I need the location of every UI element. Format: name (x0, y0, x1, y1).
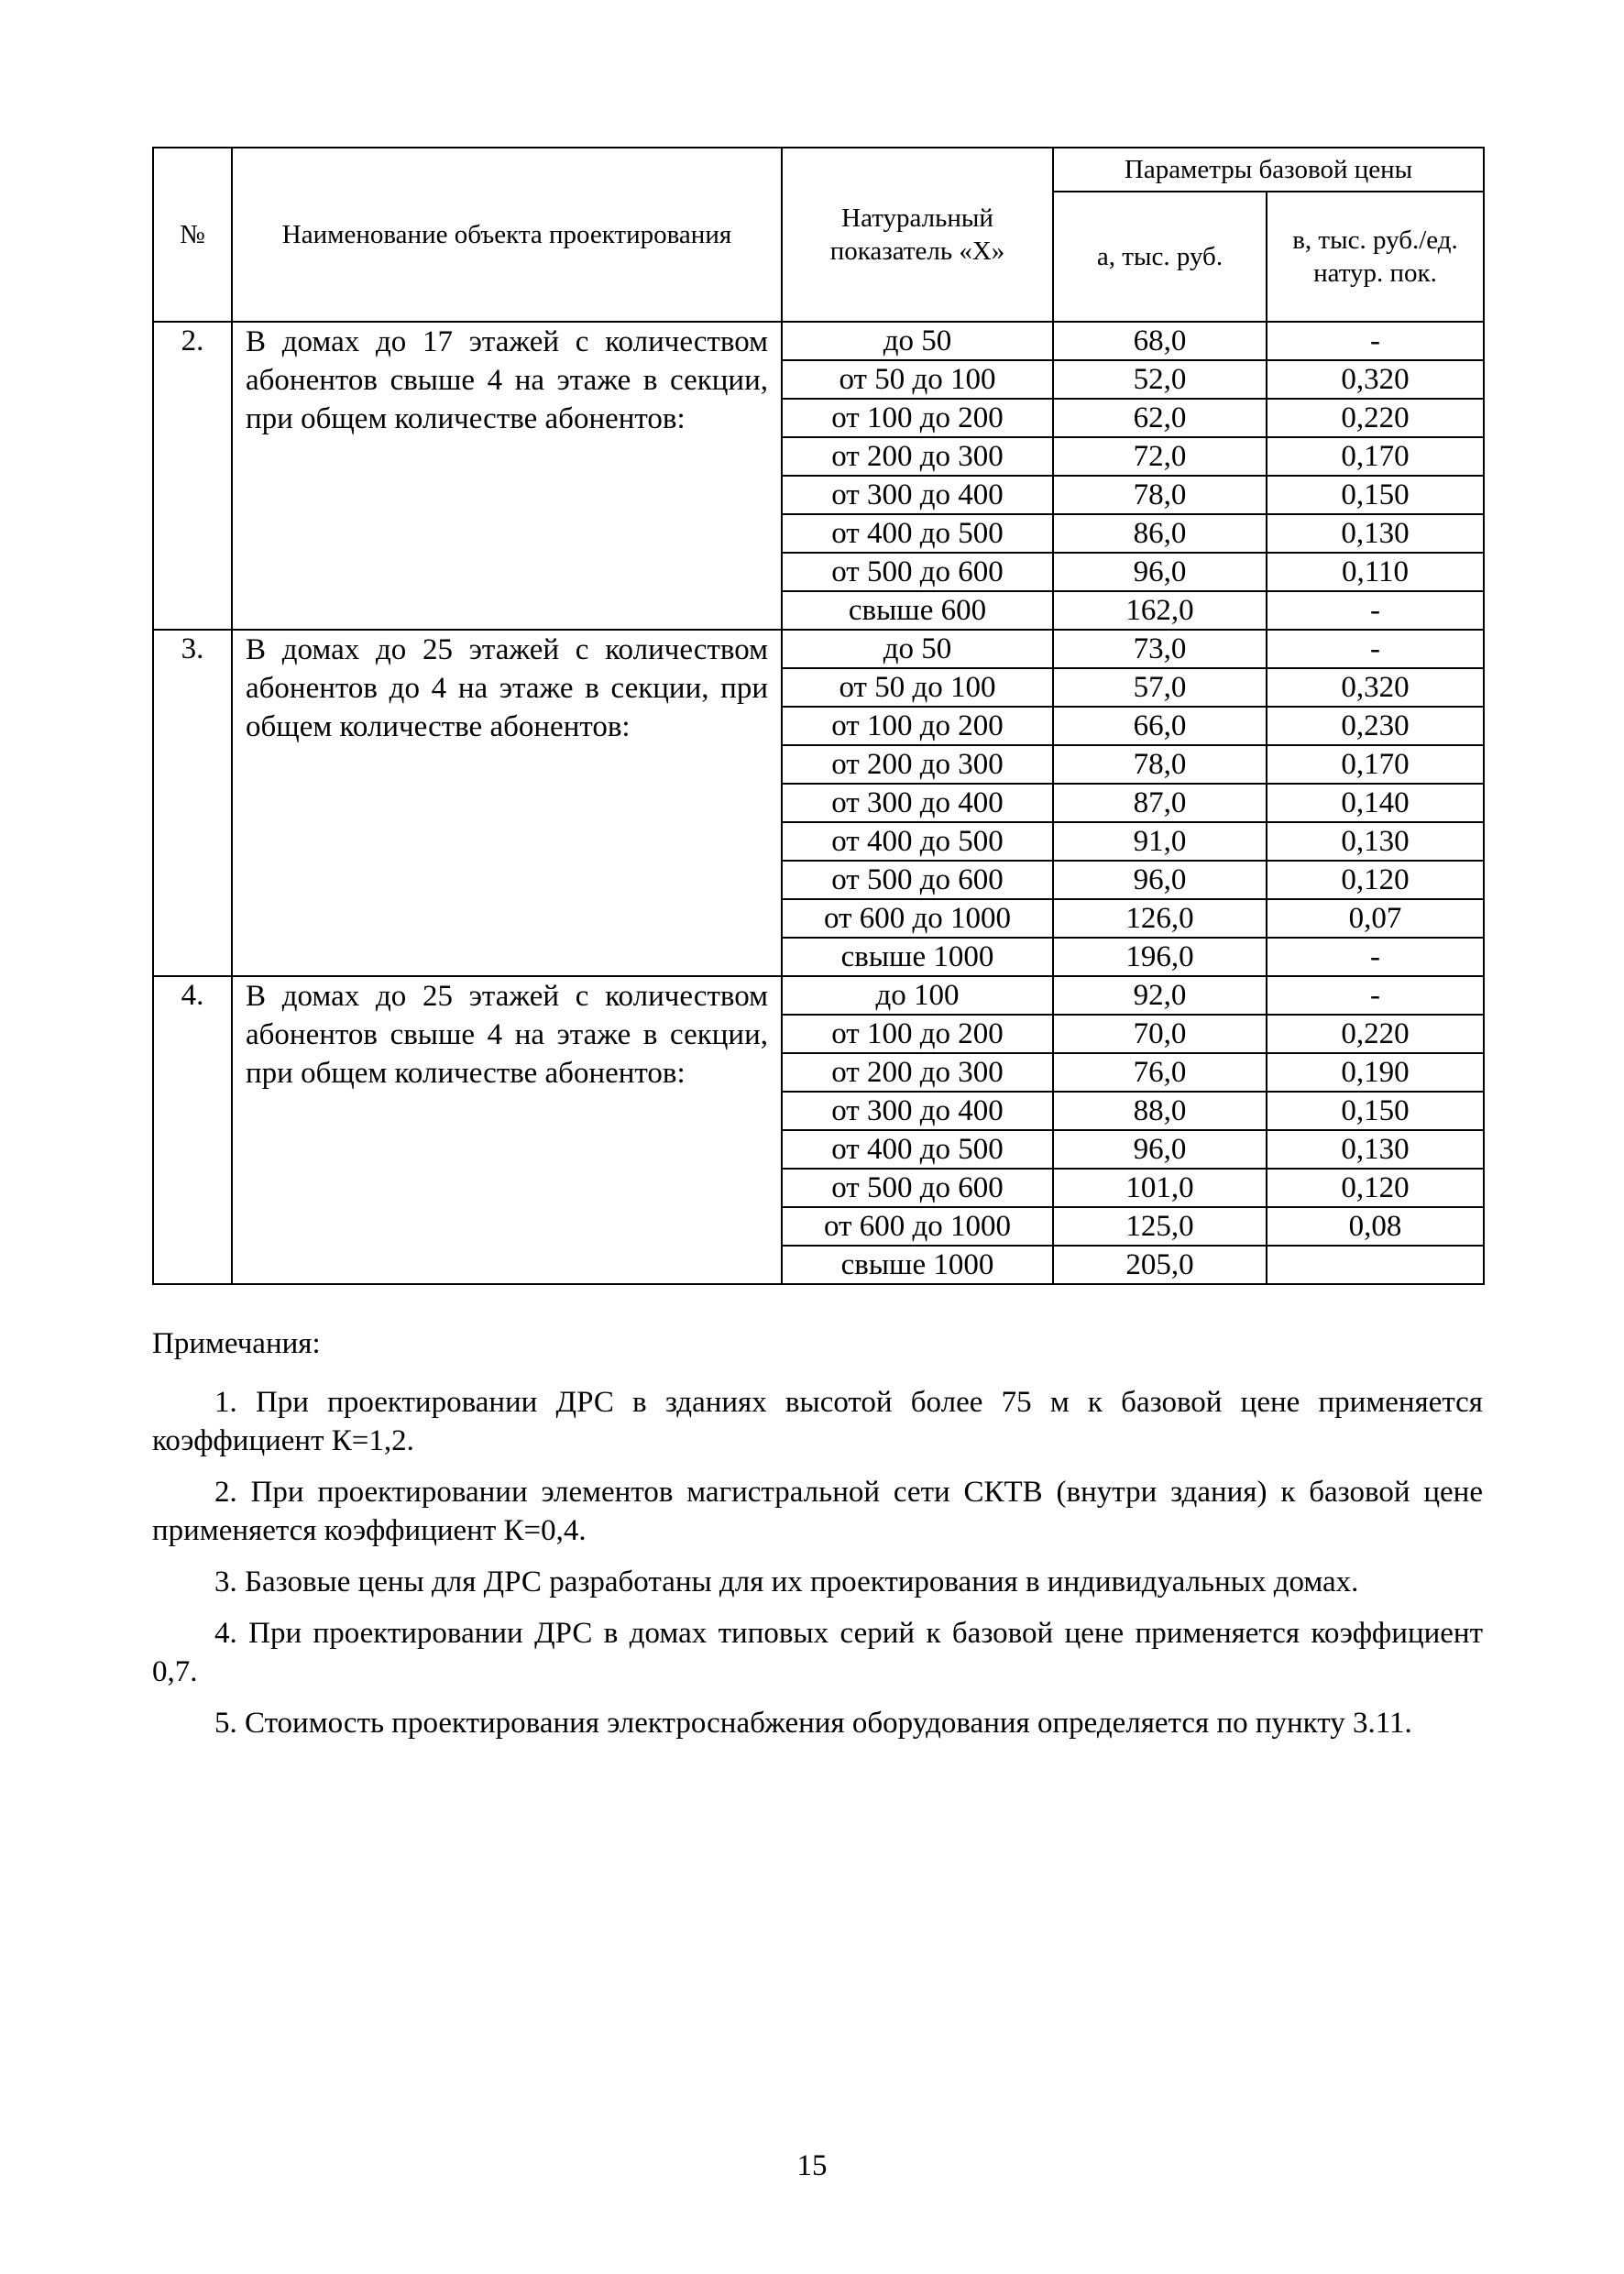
price-a-cell: 76,0 (1053, 1053, 1267, 1092)
price-b-cell: 0,130 (1267, 514, 1484, 553)
price-a-cell: 91,0 (1053, 822, 1267, 861)
header-num: № (153, 148, 232, 322)
header-b: в, тыс. руб./ед. натур. пок. (1267, 192, 1484, 322)
item-name: В домах до 25 этажей с количеством абонентов до 4 на этаже в секции, при общем количестве абонентов: (232, 630, 782, 976)
price-a-cell: 205,0 (1053, 1246, 1267, 1284)
table-row (153, 322, 1484, 360)
item-number: 3. (153, 630, 232, 976)
note-item: 2. При проектировании элементов магистральной сети СКТВ (внутри здания) к базовой цене применяется коэффициент К=0,4. (152, 1476, 1483, 1547)
indicator-cell: до 50 (782, 322, 1053, 360)
indicator-cell: от 600 до 1000 (782, 1207, 1053, 1246)
price-a-cell: 73,0 (1053, 630, 1267, 668)
price-a-cell: 72,0 (1053, 437, 1267, 476)
price-b-cell: 0,220 (1267, 1015, 1484, 1053)
price-b-cell: - (1267, 938, 1484, 976)
indicator-cell: от 300 до 400 (782, 1092, 1053, 1130)
price-b-cell: 0,120 (1267, 861, 1484, 899)
header-params: Параметры базовой цены (1053, 148, 1484, 192)
price-b-cell: 0,130 (1267, 1130, 1484, 1169)
table-row (153, 976, 1484, 1015)
price-b-cell: 0,150 (1267, 476, 1484, 514)
header-name: Наименование объекта проектирования (232, 148, 782, 322)
item-number: 4. (153, 976, 232, 1284)
price-b-cell: - (1267, 630, 1484, 668)
indicator-cell: до 50 (782, 630, 1053, 668)
price-b-cell: - (1267, 976, 1484, 1015)
price-b-cell: 0,190 (1267, 1053, 1484, 1092)
price-b-cell: 0,220 (1267, 399, 1484, 437)
price-a-cell: 92,0 (1053, 976, 1267, 1015)
price-b-cell: 0,120 (1267, 1169, 1484, 1207)
indicator-cell: от 100 до 200 (782, 399, 1053, 437)
price-b-cell: 0,230 (1267, 707, 1484, 745)
price-b-cell: 0,140 (1267, 784, 1484, 822)
indicator-cell: от 50 до 100 (782, 668, 1053, 707)
item-name: В домах до 25 этажей с количеством абонентов свыше 4 на этаже в секции, при общем количестве абонентов: (232, 976, 782, 1284)
page-number: 15 (796, 2149, 828, 2182)
note-item: 4. При проектировании ДРС в домах типовых серий к базовой цене применяется коэффициент 0,7. (152, 1617, 1483, 1688)
price-a-cell: 126,0 (1053, 899, 1267, 938)
indicator-cell: от 500 до 600 (782, 553, 1053, 591)
price-a-cell: 78,0 (1053, 745, 1267, 784)
note-item: 1. При проектировании ДРС в зданиях высотой более 75 м к базовой цене применяется коэффициент К=1,2. (152, 1386, 1483, 1457)
indicator-cell: от 200 до 300 (782, 437, 1053, 476)
notes-section (152, 1324, 1483, 1755)
price-b-cell: - (1267, 591, 1484, 630)
price-b-cell (1267, 1246, 1484, 1284)
indicator-cell: от 600 до 1000 (782, 899, 1053, 938)
table-header (153, 148, 1484, 322)
price-a-cell: 96,0 (1053, 1130, 1267, 1169)
price-b-cell: 0,08 (1267, 1207, 1484, 1246)
price-b-cell: 0,110 (1267, 553, 1484, 591)
indicator-cell: от 100 до 200 (782, 707, 1053, 745)
indicator-cell: свыше 1000 (782, 938, 1053, 976)
indicator-cell: от 300 до 400 (782, 784, 1053, 822)
indicator-cell: от 50 до 100 (782, 360, 1053, 399)
price-a-cell: 78,0 (1053, 476, 1267, 514)
item-number: 2. (153, 322, 232, 630)
indicator-cell: свыше 1000 (782, 1246, 1053, 1284)
indicator-cell: от 100 до 200 (782, 1015, 1053, 1053)
price-b-cell: 0,320 (1267, 360, 1484, 399)
indicator-cell: от 300 до 400 (782, 476, 1053, 514)
indicator-cell: от 500 до 600 (782, 861, 1053, 899)
indicator-cell: свыше 600 (782, 591, 1053, 630)
price-a-cell: 66,0 (1053, 707, 1267, 745)
notes-heading: Примечания: (152, 1327, 321, 1360)
note-item: 3. Базовые цены для ДРС разработаны для их проектирования в индивидуальных домах. (214, 1565, 1359, 1598)
indicator-cell: от 200 до 300 (782, 1053, 1053, 1092)
price-a-cell: 196,0 (1053, 938, 1267, 976)
price-a-cell: 52,0 (1053, 360, 1267, 399)
price-a-cell: 86,0 (1053, 514, 1267, 553)
note-item: 5. Стоимость проектирования электроснабжения оборудования определяется по пункту 3.11. (214, 1707, 1412, 1740)
price-a-cell: 70,0 (1053, 1015, 1267, 1053)
price-b-cell: 0,170 (1267, 745, 1484, 784)
indicator-cell: от 400 до 500 (782, 514, 1053, 553)
price-b-cell: 0,320 (1267, 668, 1484, 707)
price-b-cell: 0,150 (1267, 1092, 1484, 1130)
indicator-cell: от 400 до 500 (782, 822, 1053, 861)
price-a-cell: 96,0 (1053, 553, 1267, 591)
price-a-cell: 96,0 (1053, 861, 1267, 899)
indicator-cell: от 500 до 600 (782, 1169, 1053, 1207)
indicator-cell: от 200 до 300 (782, 745, 1053, 784)
indicator-cell: до 100 (782, 976, 1053, 1015)
price-b-cell: 0,130 (1267, 822, 1484, 861)
price-a-cell: 87,0 (1053, 784, 1267, 822)
price-a-cell: 62,0 (1053, 399, 1267, 437)
price-a-cell: 68,0 (1053, 322, 1267, 360)
item-name: В домах до 17 этажей с количеством абонентов свыше 4 на этаже в секции, при общем количестве абонентов: (232, 322, 782, 630)
table-body (153, 322, 1484, 1284)
price-b-cell: 0,170 (1267, 437, 1484, 476)
price-a-cell: 101,0 (1053, 1169, 1267, 1207)
price-table (152, 147, 1485, 1285)
price-b-cell: 0,07 (1267, 899, 1484, 938)
indicator-cell: от 400 до 500 (782, 1130, 1053, 1169)
price-b-cell: - (1267, 322, 1484, 360)
header-indicator: Натуральный показатель «Х» (782, 148, 1053, 322)
price-a-cell: 57,0 (1053, 668, 1267, 707)
table-row (153, 630, 1484, 668)
price-a-cell: 162,0 (1053, 591, 1267, 630)
price-a-cell: 88,0 (1053, 1092, 1267, 1130)
price-a-cell: 125,0 (1053, 1207, 1267, 1246)
header-a: а, тыс. руб. (1053, 192, 1267, 322)
